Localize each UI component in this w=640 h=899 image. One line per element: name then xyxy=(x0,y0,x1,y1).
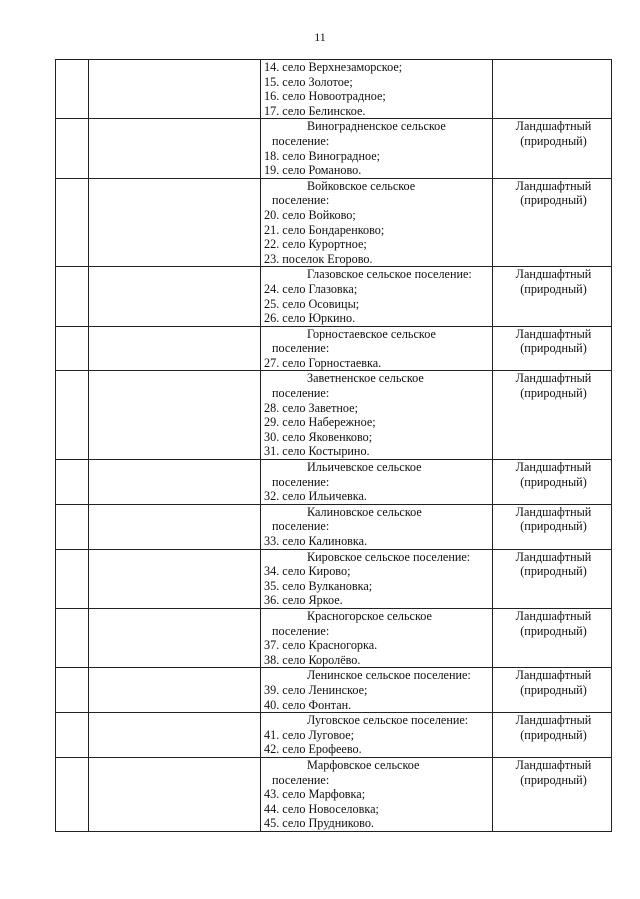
empty-cell-number xyxy=(56,178,89,267)
empty-cell-number xyxy=(56,119,89,178)
table-row xyxy=(56,460,612,505)
settlement-line: поселение: xyxy=(272,386,330,401)
type-line: Ландшафтный xyxy=(515,326,592,341)
settlement-line: поселение: xyxy=(272,341,330,356)
settlement-cell xyxy=(261,60,493,119)
settlement-cell xyxy=(261,668,493,713)
empty-cell-name xyxy=(89,608,261,667)
type-cell xyxy=(493,460,612,505)
settlement-header: Марфовское сельское xyxy=(307,757,420,772)
type-cell xyxy=(493,267,612,326)
settlement-cell xyxy=(261,460,493,505)
settlement-line: 17. село Белинское. xyxy=(264,103,366,118)
settlement-line: 34. село Кирово; xyxy=(264,564,351,579)
settlement-header: Ленинское сельское поселение: xyxy=(307,668,471,683)
type-line: Ландшафтный xyxy=(515,460,592,475)
settlement-line: поселение: xyxy=(272,623,330,638)
empty-cell-name xyxy=(89,757,261,831)
type-line: (природный) xyxy=(520,474,587,489)
empty-cell-number xyxy=(56,60,89,119)
settlement-line: 32. село Ильичевка. xyxy=(264,489,367,504)
settlement-cell xyxy=(261,757,493,831)
type-line: (природный) xyxy=(520,133,587,148)
table-row xyxy=(56,668,612,713)
table-row xyxy=(56,371,612,460)
settlement-line: 14. село Верхнезаморское; xyxy=(264,60,403,74)
settlement-cell xyxy=(261,119,493,178)
type-cell xyxy=(493,757,612,831)
empty-cell-name xyxy=(89,326,261,371)
empty-cell-name xyxy=(89,267,261,326)
settlement-line: 40. село Фонтан. xyxy=(264,697,352,712)
table-row xyxy=(56,608,612,667)
settlement-cell xyxy=(261,549,493,608)
type-cell xyxy=(493,713,612,758)
settlement-cell xyxy=(261,504,493,549)
settlement-line: поселение: xyxy=(272,133,330,148)
type-cell xyxy=(493,326,612,371)
type-cell xyxy=(493,504,612,549)
settlement-line: 42. село Ерофеево. xyxy=(264,742,362,757)
settlement-line: 15. село Золотое; xyxy=(264,74,353,89)
table-row xyxy=(56,326,612,371)
type-cell xyxy=(493,668,612,713)
page-number: 11 xyxy=(314,30,326,44)
type-line: Ландшафтный xyxy=(515,119,592,134)
settlement-line: 30. село Яковенково; xyxy=(264,429,373,444)
settlement-line: 45. село Прудниково. xyxy=(264,816,374,831)
type-line: Ландшафтный xyxy=(515,504,592,519)
settlements-table xyxy=(55,59,612,832)
type-line: Ландшафтный xyxy=(515,757,592,772)
table-body xyxy=(56,60,612,832)
type-line: Ландшафтный xyxy=(515,608,592,623)
empty-cell-name xyxy=(89,668,261,713)
settlement-line: 23. поселок Егорово. xyxy=(264,251,373,266)
type-cell xyxy=(493,60,612,119)
settlement-header: Калиновское сельское xyxy=(307,504,422,519)
table-row xyxy=(56,549,612,608)
empty-cell-name xyxy=(89,460,261,505)
settlement-cell xyxy=(261,713,493,758)
settlement-line: 43. село Марфовка; xyxy=(264,787,366,802)
type-line: (природный) xyxy=(520,623,587,638)
settlement-line: 36. село Яркое. xyxy=(264,593,343,608)
settlement-header: Заветненское сельское xyxy=(307,371,424,386)
empty-cell-number xyxy=(56,267,89,326)
settlement-cell xyxy=(261,326,493,371)
table-row xyxy=(56,504,612,549)
table-row xyxy=(56,119,612,178)
empty-cell-name xyxy=(89,119,261,178)
type-cell xyxy=(493,119,612,178)
empty-cell-name xyxy=(89,60,261,119)
settlement-line: 22. село Курортное; xyxy=(264,237,367,252)
empty-cell-number xyxy=(56,460,89,505)
type-cell xyxy=(493,549,612,608)
settlement-line: 39. село Ленинское; xyxy=(264,682,368,697)
type-line: (природный) xyxy=(520,193,587,208)
empty-cell-number xyxy=(56,504,89,549)
empty-cell-number xyxy=(56,549,89,608)
type-line: Ландшафтный xyxy=(515,178,592,193)
empty-cell-name xyxy=(89,549,261,608)
settlement-line: 20. село Войково; xyxy=(264,207,356,222)
type-cell xyxy=(493,608,612,667)
settlement-line: 35. село Вулкановка; xyxy=(264,578,373,593)
settlement-line: 25. село Осовицы; xyxy=(264,296,360,311)
settlement-line: 21. село Бондаренково; xyxy=(264,222,385,237)
type-line: Ландшафтный xyxy=(515,371,592,386)
settlement-line: 28. село Заветное; xyxy=(264,400,358,415)
empty-cell-name xyxy=(89,371,261,460)
type-line: (природный) xyxy=(520,519,587,534)
empty-cell-number xyxy=(56,757,89,831)
type-line: Ландшафтный xyxy=(515,713,592,728)
table-row xyxy=(56,757,612,831)
table-row xyxy=(56,267,612,326)
settlement-cell xyxy=(261,608,493,667)
type-line: Ландшафтный xyxy=(515,549,592,564)
settlement-line: 26. село Юркино. xyxy=(264,311,356,326)
type-line: (природный) xyxy=(520,281,587,296)
settlement-line: 27. село Горностаевка. xyxy=(264,355,382,370)
settlement-cell xyxy=(261,371,493,460)
settlement-header: Глазовское сельское поселение: xyxy=(307,267,472,282)
settlement-line: 33. село Калиновка. xyxy=(264,534,368,548)
table-row xyxy=(56,178,612,267)
empty-cell-number xyxy=(56,608,89,667)
settlement-line: 16. село Новоотрадное; xyxy=(264,89,386,104)
settlement-line: 19. село Романово. xyxy=(264,163,362,178)
settlement-line: 41. село Луговое; xyxy=(264,727,355,742)
settlement-header: Горностаевское сельское xyxy=(307,326,436,341)
type-line: Ландшафтный xyxy=(515,668,592,683)
empty-cell-number xyxy=(56,326,89,371)
settlement-line: 38. село Королёво. xyxy=(264,652,361,667)
settlement-header: Кировское сельское поселение: xyxy=(307,549,471,564)
empty-cell-name xyxy=(89,504,261,549)
settlement-line: 37. село Красногорка. xyxy=(264,638,378,653)
settlement-line: 24. село Глазовка; xyxy=(264,281,358,296)
type-line: (природный) xyxy=(520,682,587,697)
type-line: (природный) xyxy=(520,727,587,742)
settlement-line: поселение: xyxy=(272,772,330,787)
type-line: (природный) xyxy=(520,386,587,401)
empty-cell-number xyxy=(56,713,89,758)
empty-cell-number xyxy=(56,668,89,713)
settlement-cell xyxy=(261,178,493,267)
settlement-line: 44. село Новоселовка; xyxy=(264,801,379,816)
type-cell xyxy=(493,371,612,460)
table-row xyxy=(56,713,612,758)
settlement-line: поселение: xyxy=(272,519,330,534)
empty-cell-number xyxy=(56,371,89,460)
type-line: (природный) xyxy=(520,564,587,579)
settlement-header: Виноградненское сельское xyxy=(307,119,446,134)
settlement-line: поселение: xyxy=(272,193,330,208)
settlement-cell xyxy=(261,267,493,326)
type-line: Ландшафтный xyxy=(515,267,592,282)
type-line: (природный) xyxy=(520,772,587,787)
settlement-line: 29. село Набережное; xyxy=(264,415,376,430)
settlement-header: Войковское сельское xyxy=(307,178,416,193)
settlement-header: Красногорское сельское xyxy=(307,608,432,623)
settlement-line: 31. село Костырино. xyxy=(264,444,370,459)
type-cell xyxy=(493,178,612,267)
table-row xyxy=(56,60,612,119)
settlement-header: Ильичевское сельское xyxy=(307,460,422,475)
settlement-line: поселение: xyxy=(272,474,330,489)
settlement-header: Луговское сельское поселение: xyxy=(307,713,469,728)
settlement-line: 18. село Виноградное; xyxy=(264,148,381,163)
empty-cell-name xyxy=(89,713,261,758)
empty-cell-name xyxy=(89,178,261,267)
type-line: (природный) xyxy=(520,341,587,356)
